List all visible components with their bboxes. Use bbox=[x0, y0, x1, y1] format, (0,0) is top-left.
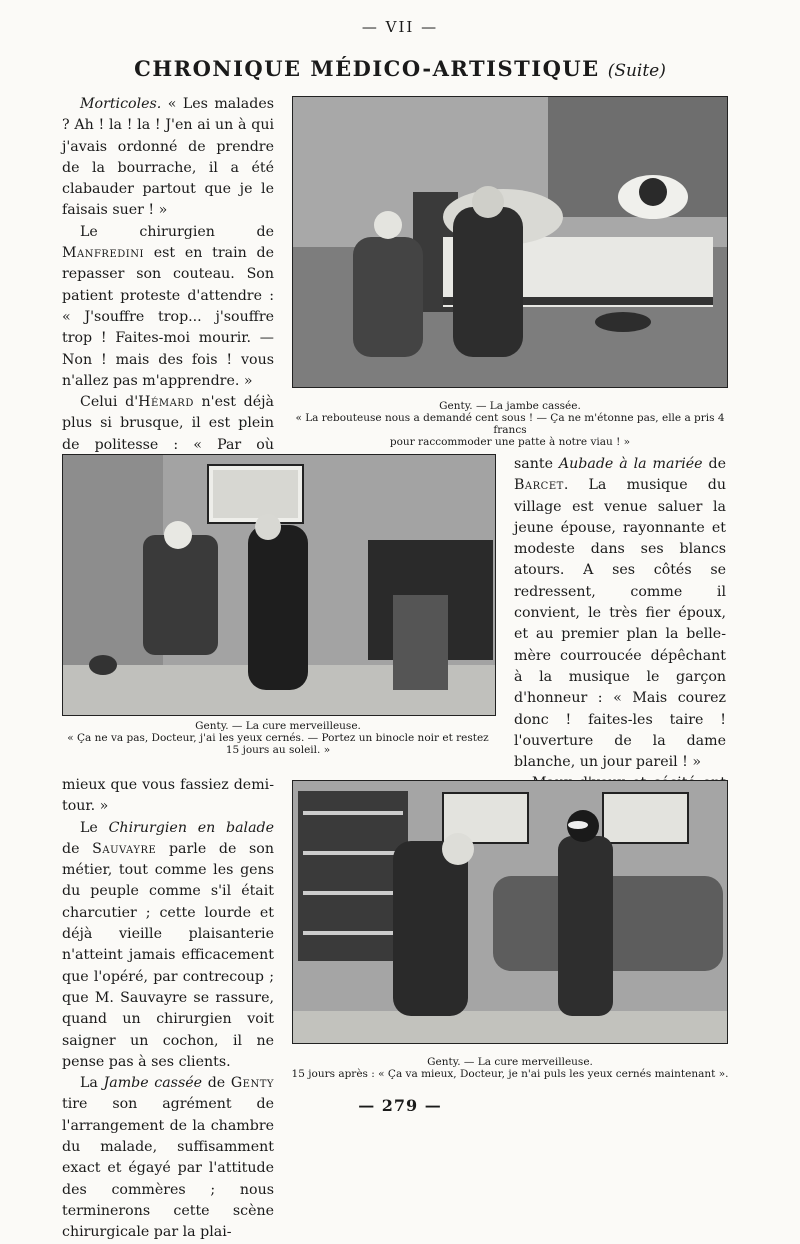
caption-line: « Ça ne va pas, Docteur, j'ai les yeux cernés. — Portez un binocle noir et restez bbox=[67, 732, 489, 744]
caption-line: pour raccommoder une patte à notre viau ! » bbox=[389, 436, 631, 448]
text-run: mieux que vous fassiez demi-tour. » bbox=[62, 777, 274, 815]
text-run: tire son agrément de l'arrangement de la chambre du malade, suffisamment exact et égayé par l'attitude des commères ; nous terminerons cette scène chirurgicale par la plai- bbox=[62, 1096, 274, 1241]
text-run: « Les malades ? Ah ! la ! la ! J'en ai un à qui j'avais ordonné de prendre de la bourrache, il a été clabauder partout que je le faisais suer ! » bbox=[62, 96, 274, 219]
name-small-caps: Hémard bbox=[138, 394, 194, 411]
text-run: est en train de repasser son couteau. Son patient proteste d'attendre : « J'souffre trop... j'souffre trop ! Faites-moi mourir. — Non ! mais des fois ! vous n'allez pas m'apprendre. » bbox=[62, 245, 274, 389]
text-run: de bbox=[702, 456, 726, 472]
italic-text: Jambe cassée bbox=[103, 1075, 203, 1092]
text-run: de bbox=[202, 1075, 231, 1092]
caption-title: Genty. — La cure merveilleuse. bbox=[195, 720, 361, 732]
illustration-cure-merveilleuse-2 bbox=[292, 780, 728, 1044]
figure-caption-3 bbox=[285, 1056, 735, 1080]
italic-text: Morticoles. bbox=[80, 96, 162, 112]
figure-caption-2 bbox=[62, 720, 494, 756]
text-column-3 bbox=[62, 775, 274, 1244]
name-small-caps: Manfredini bbox=[62, 245, 144, 262]
text-run: Le bbox=[80, 819, 109, 836]
title-main: CHRONIQUE MÉDICO-ARTISTIQUE bbox=[134, 56, 600, 81]
caption-title: Genty. — La jambe cassée. bbox=[439, 400, 581, 412]
paragraph bbox=[62, 94, 274, 222]
text-run: . La musique du village est venue saluer la jeune épouse, rayonnante et modeste dans ses blancs atours. A ses côtés se redressent, comme il convient, le très fier époux, et au premier plan la belle-mère courroucée dépêchant à la musique le garçon d'honneur : « Mais courez donc ! faites-les taire ! l'ouverture de la dame blanche, un jour pareil ! » bbox=[514, 477, 726, 771]
text-run: Le chirurgien de bbox=[80, 223, 274, 240]
figure-caption-1 bbox=[285, 400, 735, 448]
title-suite: (Suite) bbox=[607, 61, 666, 81]
paragraph bbox=[62, 818, 274, 1074]
caption-line: « La rebouteuse nous a demandé cent sous ! — Ça ne m'étonne pas, elle a pris 4 francs bbox=[295, 412, 725, 436]
caption-line: 15 jours après : « Ça va mieux, Docteur, je n'ai puls les yeux cernés maintenant ». bbox=[291, 1068, 729, 1080]
text-run: sante bbox=[514, 456, 559, 472]
text-run: parle de son métier, tout comme les gens du peuple comme s'il était charcutier ; cette lourde et déjà vieille plaisanterie n'atteint jamais efficacement que l'opéré, par contrecoup ; que M. Sauvayre se rassure, quand un chirurgien voit saigner un cochon, il ne pense pas à ses clients. bbox=[62, 840, 274, 1070]
text-run: de bbox=[62, 840, 93, 857]
caption-title: Genty. — La cure merveilleuse. bbox=[427, 1056, 593, 1068]
text-run: n'est déjà plus si brusque, il est plein de politesse : « Par où bbox=[62, 394, 274, 453]
italic-text: Aubade à la mariée bbox=[558, 456, 703, 472]
text-run: La bbox=[80, 1075, 104, 1092]
illustration-jambe-cassee bbox=[292, 96, 728, 388]
caption-line: 15 jours au soleil. » bbox=[225, 744, 331, 756]
page-number: — 279 — bbox=[358, 1096, 442, 1115]
page-header: — VII — bbox=[361, 18, 439, 36]
article-title bbox=[0, 56, 800, 81]
name-small-caps: Sauvayre bbox=[92, 840, 157, 857]
name-small-caps: Barcet bbox=[514, 477, 564, 494]
name-small-caps: Genty bbox=[230, 1075, 274, 1092]
paragraph bbox=[62, 775, 274, 818]
italic-text: Chirurgien en balade bbox=[108, 819, 275, 836]
illustration-cure-merveilleuse-1 bbox=[62, 454, 496, 716]
paragraph bbox=[62, 222, 274, 392]
paragraph bbox=[514, 454, 726, 773]
text-run: Celui d' bbox=[80, 394, 139, 411]
